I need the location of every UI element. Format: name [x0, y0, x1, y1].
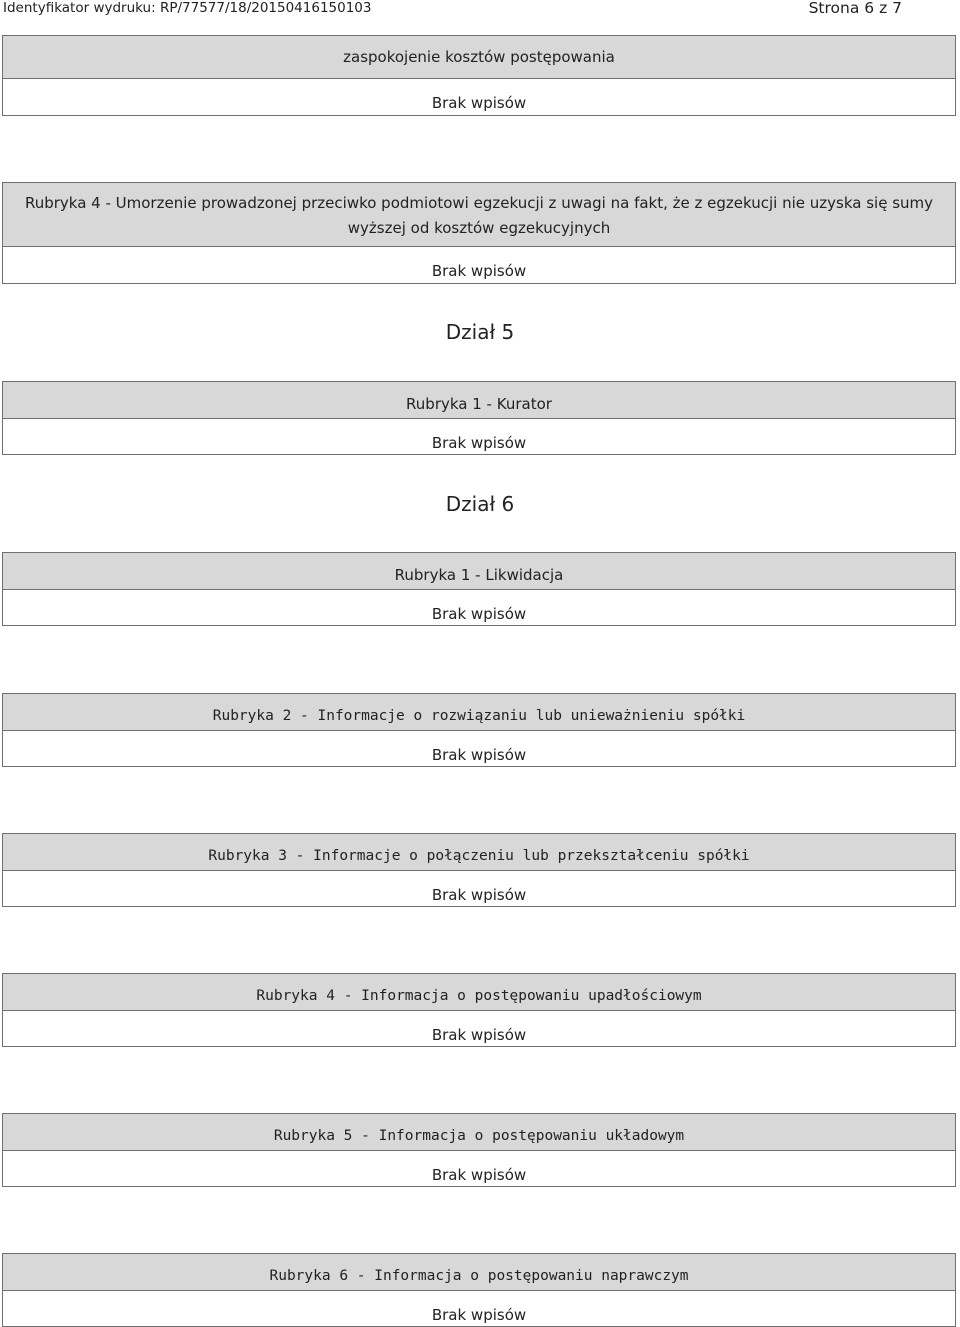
section-title: Rubryka 2 - Informacje o rozwiązaniu lub unieważnieniu spółki	[212, 707, 746, 724]
section-value: Brak wpisów	[431, 885, 527, 904]
section-title: Rubryka 6 - Informacja o postępowaniu naprawczym	[269, 1267, 689, 1284]
section-header	[3, 382, 955, 419]
section-body	[3, 1291, 955, 1326]
page-number: Strona 6 z 7	[808, 0, 902, 17]
section-header	[3, 974, 955, 1011]
section-title: Rubryka 4 - Umorzenie prowadzonej przeciwko podmiotowi egzekucji z uwagi na fakt, że z egzekucji nie uzyska się sumy wyższej od kosztów egzekucyjnych	[24, 193, 934, 237]
section-box	[2, 381, 956, 455]
section-body	[3, 590, 955, 625]
section-box	[2, 693, 956, 767]
section-title: Rubryka 1 - Kurator	[406, 394, 552, 413]
section-header	[3, 1114, 955, 1151]
section-title: Rubryka 5 - Informacja o postępowaniu układowym	[273, 1127, 685, 1144]
section-box	[2, 1253, 956, 1327]
section-body	[3, 731, 955, 766]
division-title: Dział 5	[445, 320, 515, 344]
section-value: Brak wpisów	[431, 94, 527, 112]
section-box	[2, 1113, 956, 1187]
section-body	[3, 1011, 955, 1046]
section-box	[2, 552, 956, 626]
section-box	[2, 182, 956, 284]
section-title: zaspokojenie kosztów postępowania	[343, 47, 615, 66]
section-header	[3, 553, 955, 590]
section-box	[2, 833, 956, 907]
section-value: Brak wpisów	[431, 604, 527, 623]
section-title: Rubryka 4 - Informacja o postępowaniu upadłościowym	[256, 987, 702, 1004]
section-body	[3, 419, 955, 454]
section-value: Brak wpisów	[431, 262, 527, 280]
section-value: Brak wpisów	[431, 1165, 527, 1184]
section-title: Rubryka 3 - Informacje o połączeniu lub przekształceniu spółki	[208, 847, 750, 864]
section-header	[3, 183, 955, 247]
section-body	[3, 247, 955, 283]
section-title: Rubryka 1 - Likwidacja	[394, 565, 564, 584]
section-header	[3, 834, 955, 871]
section-header	[3, 694, 955, 731]
section-value: Brak wpisów	[431, 1305, 527, 1324]
section-box	[2, 35, 956, 116]
division-title: Dział 6	[445, 492, 515, 516]
section-value: Brak wpisów	[431, 745, 527, 764]
section-body	[3, 871, 955, 906]
section-body	[3, 79, 955, 115]
section-value: Brak wpisów	[431, 433, 527, 452]
page-header	[0, 0, 960, 18]
section-value: Brak wpisów	[431, 1025, 527, 1044]
section-header	[3, 1254, 955, 1291]
section-box	[2, 973, 956, 1047]
section-body	[3, 1151, 955, 1186]
print-identifier: Identyfikator wydruku: RP/77577/18/20150416150103	[3, 0, 372, 16]
section-header	[3, 36, 955, 79]
